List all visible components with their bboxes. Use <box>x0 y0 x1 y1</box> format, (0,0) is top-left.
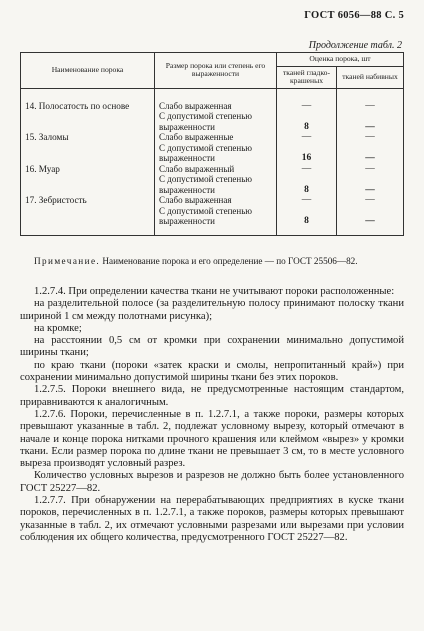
table-row <box>21 164 404 196</box>
score-slight: — <box>301 132 312 142</box>
score-plain <box>277 164 337 196</box>
size-allowed: С допустимой степенью выраженности <box>159 174 253 195</box>
defect-name: 14. Полосатость по основе <box>21 88 155 132</box>
size-allowed: С допустимой степенью выраженности <box>159 205 253 226</box>
note-label: Примечание. <box>34 256 101 266</box>
table-row <box>21 195 404 235</box>
score-allowed: 16 <box>301 153 312 163</box>
score-plain <box>277 88 337 132</box>
defect-name: 16. Муар <box>21 164 155 196</box>
size-slight: Слабо выраженная <box>159 100 232 111</box>
score-slight: — <box>301 195 312 205</box>
score-allowed: — <box>365 153 375 163</box>
defect-size <box>155 195 277 235</box>
defects-table-wrapper <box>20 52 404 236</box>
header-plain-dyed: тканей гладко-крашеных <box>277 66 337 88</box>
paragraph: 1.2.7.6. Пороки, перечисленные в п. 1.2.7.1, а также пороки, размеры которых превышают указанные в табл. 2, подлежат условному вырезу, который отмечают в начале и конце порока нитками прочного крашения или клеймом «вырез» у кромки ткани. Если размер порока по длине ткани не превышает 3 см, то в месте условного выреза производят условный разрез. <box>20 408 404 470</box>
defects-table <box>20 52 404 236</box>
paragraph: на разделительной полосе (за разделительную полосу принимают полоску ткани шириной 1 см между полотнами рисунка); <box>20 298 404 322</box>
table-row <box>21 88 404 132</box>
score-allowed: — <box>365 121 375 132</box>
score-printed <box>337 88 404 132</box>
score-slight: — <box>301 163 312 174</box>
score-slight: — <box>365 163 375 174</box>
score-allowed: 8 <box>304 121 309 132</box>
score-printed <box>337 195 404 235</box>
size-slight: Слабо выраженный <box>159 163 235 174</box>
defect-size <box>155 132 277 164</box>
score-printed <box>337 132 404 164</box>
defect-size <box>155 88 277 132</box>
score-plain <box>277 132 337 164</box>
paragraph: на расстоянии 0,5 см от кромки при сохранении минимально допустимой ширины ткани; <box>20 335 404 359</box>
defect-size <box>155 164 277 196</box>
score-slight: — <box>365 195 375 205</box>
score-printed <box>337 164 404 196</box>
score-slight: — <box>365 132 375 142</box>
score-allowed: — <box>365 184 375 195</box>
score-allowed: 8 <box>304 184 309 195</box>
header-defect-size: Размер порока или степень его выраженности <box>155 53 277 89</box>
page-header: ГОСТ 6056—88 С. 5 <box>304 10 404 21</box>
size-slight: Слабо выраженные <box>159 132 234 142</box>
header-evaluation: Оценка порока, шт <box>277 53 404 67</box>
header-printed: тканей набивных <box>337 66 404 88</box>
paragraph: 1.2.7.5. Пороки внешнего вида, не предусмотренные настоящим стандартом, приравниваются к аналогичным. <box>20 384 404 408</box>
score-allowed: — <box>365 216 375 226</box>
note-text: Наименование порока и его определение — по ГОСТ 25506—82. <box>102 256 358 266</box>
header-defect-name: Наименование порока <box>21 53 155 89</box>
paragraph: по краю ткани (пороки «затек краски и смолы, непропитанный край») при сохранении минимально допустимой ширины ткани без этих пороков. <box>20 359 404 384</box>
score-slight: — <box>301 100 312 111</box>
defect-name: 17. Зебристость <box>21 195 155 235</box>
score-plain <box>277 195 337 235</box>
size-allowed: С допустимой степенью выраженности <box>159 142 253 163</box>
paragraph: Количество условных вырезов и разрезов не должно быть более установленного ГОСТ 25227—82. <box>20 470 404 494</box>
table-caption: Продолжение табл. 2 <box>308 40 402 51</box>
size-slight: Слабо выраженная <box>159 195 232 205</box>
table-row <box>21 132 404 164</box>
body-text <box>20 286 404 544</box>
paragraph: 1.2.7.7. При обнаружении на перерабатывающих предприятиях в куске ткани пороков, перечисленных в п. 1.2.7.1, а также пороков, размеры которых превышают указанные в табл. 2, их отмечают условными разрезами или вырезами при условии соблюдения их общего количества, предусмотренного ГОСТ 25227—82. <box>20 495 404 543</box>
score-slight: — <box>365 100 375 111</box>
table-note <box>20 256 404 267</box>
paragraph: 1.2.7.4. При определении качества ткани не учитывают пороки расположенные: <box>34 286 395 297</box>
defect-name: 15. Заломы <box>21 132 155 164</box>
score-allowed: 8 <box>304 216 309 226</box>
paragraph: на кромке; <box>34 322 82 334</box>
size-allowed: С допустимой степенью выраженности <box>159 111 253 132</box>
